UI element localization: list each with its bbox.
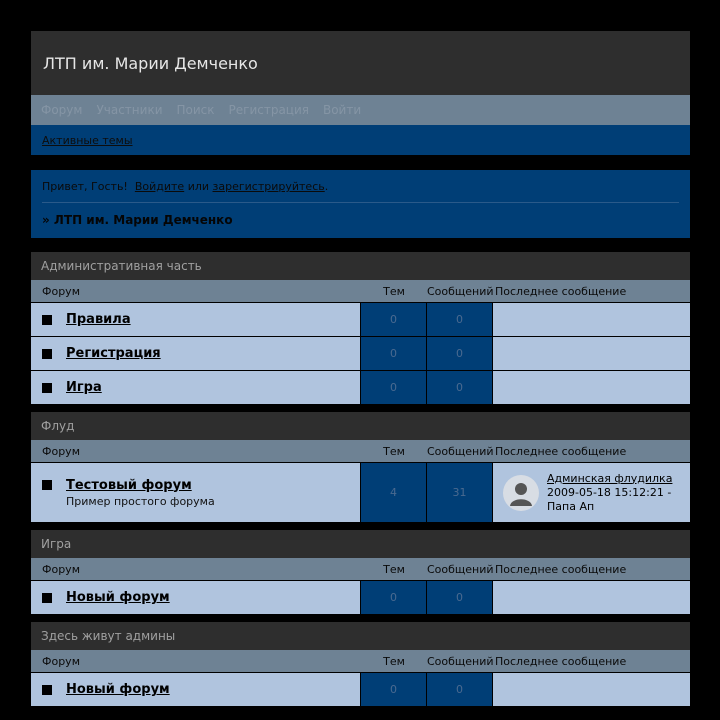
posts-count: 31	[427, 463, 493, 522]
col-last-post: Последнее сообщение	[495, 654, 627, 668]
last-post-cell	[493, 371, 690, 404]
forum-row	[31, 302, 690, 336]
topics-count: 0	[361, 673, 427, 706]
col-topics: Тем	[383, 654, 405, 668]
posts-count: 0	[427, 673, 493, 706]
breadcrumb[interactable]: » ЛТП им. Марии Демченко	[42, 213, 233, 227]
forum-link[interactable]: Регистрация	[66, 346, 161, 361]
col-last-post: Последнее сообщение	[495, 284, 627, 298]
category-title: Административная часть	[31, 252, 690, 280]
page	[31, 31, 690, 706]
sub-nav	[31, 125, 690, 155]
nav-register[interactable]: Регистрация	[228, 103, 309, 117]
col-topics: Тем	[383, 284, 405, 298]
welcome-line	[42, 180, 679, 193]
nav-forum[interactable]: Форум	[41, 103, 83, 117]
forum-status-icon	[42, 383, 52, 393]
site-title: ЛТП им. Марии Демченко	[43, 53, 258, 73]
welcome-box	[31, 170, 690, 238]
forum-status-icon	[42, 315, 52, 325]
posts-count: 0	[427, 371, 493, 404]
column-header	[31, 650, 690, 672]
last-post-cell	[493, 673, 690, 706]
col-posts: Сообщений	[427, 444, 494, 458]
col-posts: Сообщений	[427, 562, 494, 576]
avatar[interactable]	[503, 475, 539, 511]
last-post-cell	[493, 337, 690, 370]
or-text: или	[184, 180, 213, 193]
column-header	[31, 280, 690, 302]
forum-description: Пример простого форума	[66, 494, 215, 508]
login-link[interactable]: Войдите	[134, 180, 185, 193]
nav-search[interactable]: Поиск	[176, 103, 215, 117]
active-topics-link[interactable]: Активные темы	[42, 133, 133, 147]
nav-login[interactable]: Войти	[322, 103, 362, 117]
column-header	[31, 440, 690, 462]
forum-row	[31, 672, 690, 706]
main-nav	[31, 95, 690, 125]
last-post-cell	[493, 303, 690, 336]
forum-link[interactable]: Правила	[66, 312, 131, 327]
category-admins	[31, 622, 690, 706]
forum-status-icon	[42, 480, 52, 490]
greeting-text: Привет, Гость!	[42, 180, 128, 193]
category-game	[31, 530, 690, 614]
category-administrative	[31, 252, 690, 404]
forum-row	[31, 336, 690, 370]
topics-count: 0	[361, 303, 427, 336]
col-topics: Тем	[383, 562, 405, 576]
last-post-cell	[493, 581, 690, 614]
forum-status-icon	[42, 593, 52, 603]
posts-count: 0	[427, 303, 493, 336]
col-posts: Сообщений	[427, 654, 494, 668]
col-last-post: Последнее сообщение	[495, 444, 627, 458]
period-text: .	[324, 180, 329, 193]
category-title: Здесь живут админы	[31, 622, 690, 650]
topics-count: 0	[361, 337, 427, 370]
col-posts: Сообщений	[427, 284, 494, 298]
col-forum: Форум	[42, 284, 80, 298]
category-title: Флуд	[31, 412, 690, 440]
divider	[42, 202, 679, 203]
forum-row	[31, 370, 690, 404]
col-forum: Форум	[42, 444, 80, 458]
last-post-author[interactable]: Папа Ап	[547, 499, 595, 513]
forum-link[interactable]: Игра	[66, 380, 102, 395]
register-link[interactable]: зарегистрируйтесь	[212, 180, 325, 193]
topics-count: 0	[361, 371, 427, 404]
category-title: Игра	[31, 530, 690, 558]
last-post-cell	[493, 463, 690, 522]
forum-status-icon	[42, 349, 52, 359]
nav-members[interactable]: Участники	[96, 103, 163, 117]
topics-count: 0	[361, 581, 427, 614]
last-post-info	[547, 472, 672, 514]
last-post-date: 2009-05-18 15:12:21 -	[547, 485, 672, 499]
forum-link[interactable]: Тестовый форум	[66, 477, 192, 493]
forum-link[interactable]: Новый форум	[66, 682, 170, 697]
category-flood	[31, 412, 690, 522]
forum-status-icon	[42, 685, 52, 695]
column-header	[31, 558, 690, 580]
col-forum: Форум	[42, 654, 80, 668]
col-forum: Форум	[42, 562, 80, 576]
posts-count: 0	[427, 337, 493, 370]
forum-row	[31, 580, 690, 614]
site-header	[31, 31, 690, 95]
topics-count: 4	[361, 463, 427, 522]
col-topics: Тем	[383, 444, 405, 458]
user-silhouette-icon	[503, 475, 539, 511]
last-post-topic-link[interactable]: Админская флудилка	[547, 471, 673, 485]
col-last-post: Последнее сообщение	[495, 562, 627, 576]
posts-count: 0	[427, 581, 493, 614]
forum-link[interactable]: Новый форум	[66, 590, 170, 605]
forum-row	[31, 462, 690, 522]
